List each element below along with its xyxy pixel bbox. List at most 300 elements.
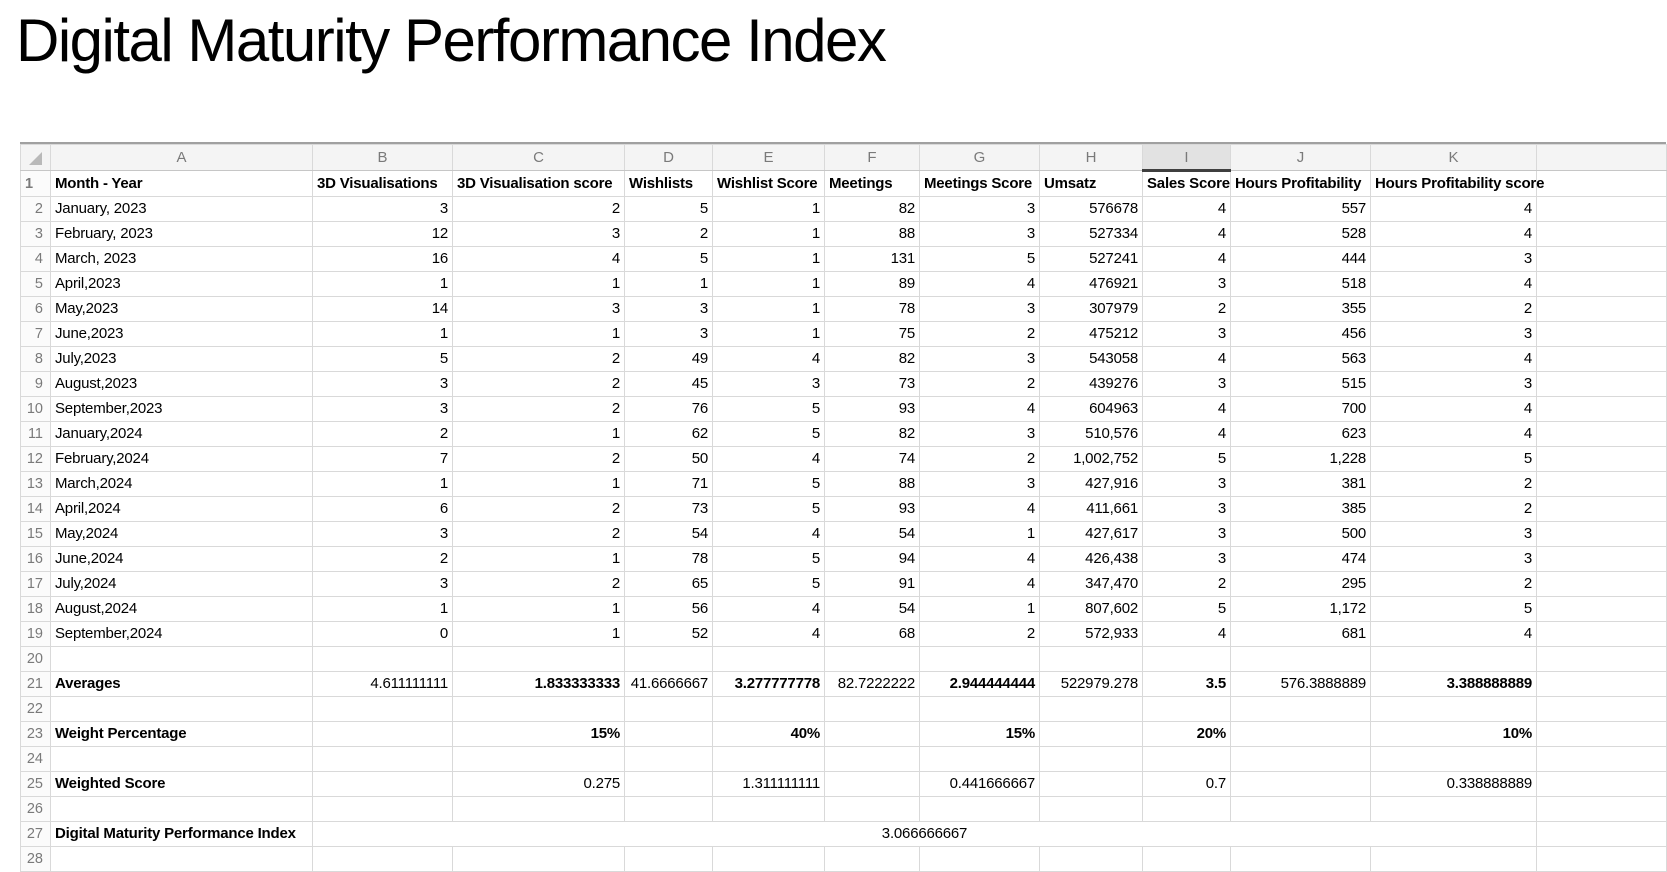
cell-K6[interactable]: 2: [1371, 297, 1537, 322]
cell-J8[interactable]: 563: [1231, 347, 1371, 372]
cell-E3[interactable]: 1: [713, 222, 825, 247]
cell-D7[interactable]: 3: [625, 322, 713, 347]
cell-C17[interactable]: 2: [453, 572, 625, 597]
row-header-13[interactable]: 13: [21, 472, 51, 497]
cell-partial-21[interactable]: [1537, 672, 1667, 697]
cell-partial-28[interactable]: [1537, 847, 1667, 872]
column-header-partial[interactable]: [1537, 145, 1667, 171]
cell-I14[interactable]: 3: [1143, 497, 1231, 522]
cell-A5[interactable]: April,2023: [51, 272, 313, 297]
cell-H9[interactable]: 439276: [1040, 372, 1143, 397]
cell-H10[interactable]: 604963: [1040, 397, 1143, 422]
cell-F25[interactable]: [825, 772, 920, 797]
cell-A17[interactable]: July,2024: [51, 572, 313, 597]
row-header-10[interactable]: 10: [21, 397, 51, 422]
cell-C11[interactable]: 1: [453, 422, 625, 447]
cell-B26[interactable]: [313, 797, 453, 822]
cell-F10[interactable]: 93: [825, 397, 920, 422]
cell-C19[interactable]: 1: [453, 622, 625, 647]
cell-D3[interactable]: 2: [625, 222, 713, 247]
cell-D6[interactable]: 3: [625, 297, 713, 322]
cell-D11[interactable]: 62: [625, 422, 713, 447]
row-header-22[interactable]: 22: [21, 697, 51, 722]
cell-F22[interactable]: [825, 697, 920, 722]
cell-I25[interactable]: 0.7: [1143, 772, 1231, 797]
cell-G7[interactable]: 2: [920, 322, 1040, 347]
cell-H11[interactable]: 510,576: [1040, 422, 1143, 447]
cell-partial-16[interactable]: [1537, 547, 1667, 572]
row-header-21[interactable]: 21: [21, 672, 51, 697]
cell-B12[interactable]: 7: [313, 447, 453, 472]
cell-D2[interactable]: 5: [625, 197, 713, 222]
column-header-D[interactable]: D: [625, 145, 713, 171]
cell-C10[interactable]: 2: [453, 397, 625, 422]
cell-J1[interactable]: Hours Profitability: [1231, 171, 1371, 197]
cell-H17[interactable]: 347,470: [1040, 572, 1143, 597]
cell-E19[interactable]: 4: [713, 622, 825, 647]
cell-I8[interactable]: 4: [1143, 347, 1231, 372]
cell-I24[interactable]: [1143, 747, 1231, 772]
cell-A22[interactable]: [51, 697, 313, 722]
cell-F16[interactable]: 94: [825, 547, 920, 572]
cell-A8[interactable]: July,2023: [51, 347, 313, 372]
row-header-1[interactable]: 1: [21, 171, 51, 197]
cell-J5[interactable]: 518: [1231, 272, 1371, 297]
cell-B20[interactable]: [313, 647, 453, 672]
cell-C12[interactable]: 2: [453, 447, 625, 472]
row-header-24[interactable]: 24: [21, 747, 51, 772]
cell-D4[interactable]: 5: [625, 247, 713, 272]
cell-H3[interactable]: 527334: [1040, 222, 1143, 247]
cell-I13[interactable]: 3: [1143, 472, 1231, 497]
cell-partial-19[interactable]: [1537, 622, 1667, 647]
row-header-17[interactable]: 17: [21, 572, 51, 597]
cell-H24[interactable]: [1040, 747, 1143, 772]
cell-E9[interactable]: 3: [713, 372, 825, 397]
cell-partial-9[interactable]: [1537, 372, 1667, 397]
cell-F14[interactable]: 93: [825, 497, 920, 522]
cell-G11[interactable]: 3: [920, 422, 1040, 447]
cell-B14[interactable]: 6: [313, 497, 453, 522]
cell-J13[interactable]: 381: [1231, 472, 1371, 497]
cell-J12[interactable]: 1,228: [1231, 447, 1371, 472]
cell-A26[interactable]: [51, 797, 313, 822]
cell-D8[interactable]: 49: [625, 347, 713, 372]
cell-partial-18[interactable]: [1537, 597, 1667, 622]
cell-E12[interactable]: 4: [713, 447, 825, 472]
cell-D1[interactable]: Wishlists: [625, 171, 713, 197]
cell-K2[interactable]: 4: [1371, 197, 1537, 222]
cell-I4[interactable]: 4: [1143, 247, 1231, 272]
cell-D15[interactable]: 54: [625, 522, 713, 547]
cell-D12[interactable]: 50: [625, 447, 713, 472]
cell-F2[interactable]: 82: [825, 197, 920, 222]
row-header-5[interactable]: 5: [21, 272, 51, 297]
cell-J17[interactable]: 295: [1231, 572, 1371, 597]
cell-C14[interactable]: 2: [453, 497, 625, 522]
cell-F9[interactable]: 73: [825, 372, 920, 397]
cell-B8[interactable]: 5: [313, 347, 453, 372]
cell-C3[interactable]: 3: [453, 222, 625, 247]
cell-F1[interactable]: Meetings: [825, 171, 920, 197]
cell-I3[interactable]: 4: [1143, 222, 1231, 247]
cell-D21[interactable]: 41.6666667: [625, 672, 713, 697]
cell-K21[interactable]: 3.388888889: [1371, 672, 1537, 697]
cell-partial-2[interactable]: [1537, 197, 1667, 222]
column-header-H[interactable]: H: [1040, 145, 1143, 171]
cell-G2[interactable]: 3: [920, 197, 1040, 222]
cell-H20[interactable]: [1040, 647, 1143, 672]
cell-F17[interactable]: 91: [825, 572, 920, 597]
row-header-25[interactable]: 25: [21, 772, 51, 797]
cell-B28[interactable]: [313, 847, 453, 872]
cell-G21[interactable]: 2.944444444: [920, 672, 1040, 697]
cell-partial-13[interactable]: [1537, 472, 1667, 497]
cell-A3[interactable]: February, 2023: [51, 222, 313, 247]
cell-C21[interactable]: 1.833333333: [453, 672, 625, 697]
cell-G4[interactable]: 5: [920, 247, 1040, 272]
cell-A14[interactable]: April,2024: [51, 497, 313, 522]
cell-C26[interactable]: [453, 797, 625, 822]
cell-partial-11[interactable]: [1537, 422, 1667, 447]
row-header-14[interactable]: 14: [21, 497, 51, 522]
cell-H14[interactable]: 411,661: [1040, 497, 1143, 522]
cell-K25[interactable]: 0.338888889: [1371, 772, 1537, 797]
cell-I28[interactable]: [1143, 847, 1231, 872]
cell-H1[interactable]: Umsatz: [1040, 171, 1143, 197]
cell-D10[interactable]: 76: [625, 397, 713, 422]
cell-K11[interactable]: 4: [1371, 422, 1537, 447]
cell-G18[interactable]: 1: [920, 597, 1040, 622]
cell-G20[interactable]: [920, 647, 1040, 672]
cell-dmpi-value[interactable]: 3.066666667: [313, 822, 1537, 847]
cell-K20[interactable]: [1371, 647, 1537, 672]
cell-partial-23[interactable]: [1537, 722, 1667, 747]
cell-J24[interactable]: [1231, 747, 1371, 772]
cell-D25[interactable]: [625, 772, 713, 797]
cell-C9[interactable]: 2: [453, 372, 625, 397]
column-header-F[interactable]: F: [825, 145, 920, 171]
cell-I22[interactable]: [1143, 697, 1231, 722]
cell-F28[interactable]: [825, 847, 920, 872]
cell-I19[interactable]: 4: [1143, 622, 1231, 647]
cell-partial-6[interactable]: [1537, 297, 1667, 322]
cell-G24[interactable]: [920, 747, 1040, 772]
cell-H15[interactable]: 427,617: [1040, 522, 1143, 547]
cell-A10[interactable]: September,2023: [51, 397, 313, 422]
cell-E28[interactable]: [713, 847, 825, 872]
cell-E10[interactable]: 5: [713, 397, 825, 422]
cell-B17[interactable]: 3: [313, 572, 453, 597]
cell-F26[interactable]: [825, 797, 920, 822]
row-header-3[interactable]: 3: [21, 222, 51, 247]
cell-D17[interactable]: 65: [625, 572, 713, 597]
cell-B11[interactable]: 2: [313, 422, 453, 447]
cell-E18[interactable]: 4: [713, 597, 825, 622]
cell-K10[interactable]: 4: [1371, 397, 1537, 422]
cell-I5[interactable]: 3: [1143, 272, 1231, 297]
cell-A23[interactable]: Weight Percentage: [51, 722, 313, 747]
cell-A15[interactable]: May,2024: [51, 522, 313, 547]
cell-C18[interactable]: 1: [453, 597, 625, 622]
cell-partial-5[interactable]: [1537, 272, 1667, 297]
row-header-8[interactable]: 8: [21, 347, 51, 372]
cell-A28[interactable]: [51, 847, 313, 872]
row-header-15[interactable]: 15: [21, 522, 51, 547]
cell-G14[interactable]: 4: [920, 497, 1040, 522]
cell-B24[interactable]: [313, 747, 453, 772]
cell-partial-14[interactable]: [1537, 497, 1667, 522]
cell-J6[interactable]: 355: [1231, 297, 1371, 322]
cell-J16[interactable]: 474: [1231, 547, 1371, 572]
cell-G1[interactable]: Meetings Score: [920, 171, 1040, 197]
cell-C6[interactable]: 3: [453, 297, 625, 322]
cell-C28[interactable]: [453, 847, 625, 872]
cell-K7[interactable]: 3: [1371, 322, 1537, 347]
cell-C13[interactable]: 1: [453, 472, 625, 497]
cell-K5[interactable]: 4: [1371, 272, 1537, 297]
cell-G6[interactable]: 3: [920, 297, 1040, 322]
cell-partial-24[interactable]: [1537, 747, 1667, 772]
cell-J9[interactable]: 515: [1231, 372, 1371, 397]
cell-G15[interactable]: 1: [920, 522, 1040, 547]
cell-E2[interactable]: 1: [713, 197, 825, 222]
cell-partial-25[interactable]: [1537, 772, 1667, 797]
cell-H26[interactable]: [1040, 797, 1143, 822]
row-header-19[interactable]: 19: [21, 622, 51, 647]
cell-I21[interactable]: 3.5: [1143, 672, 1231, 697]
cell-B5[interactable]: 1: [313, 272, 453, 297]
cell-K9[interactable]: 3: [1371, 372, 1537, 397]
cell-J18[interactable]: 1,172: [1231, 597, 1371, 622]
cell-E26[interactable]: [713, 797, 825, 822]
cell-K17[interactable]: 2: [1371, 572, 1537, 597]
cell-I18[interactable]: 5: [1143, 597, 1231, 622]
cell-J23[interactable]: [1231, 722, 1371, 747]
cell-partial-4[interactable]: [1537, 247, 1667, 272]
cell-G13[interactable]: 3: [920, 472, 1040, 497]
cell-H7[interactable]: 475212: [1040, 322, 1143, 347]
cell-J28[interactable]: [1231, 847, 1371, 872]
cell-I20[interactable]: [1143, 647, 1231, 672]
cell-B23[interactable]: [313, 722, 453, 747]
cell-I15[interactable]: 3: [1143, 522, 1231, 547]
cell-partial-1[interactable]: [1537, 171, 1667, 197]
row-header-6[interactable]: 6: [21, 297, 51, 322]
cell-A9[interactable]: August,2023: [51, 372, 313, 397]
cell-F7[interactable]: 75: [825, 322, 920, 347]
cell-J11[interactable]: 623: [1231, 422, 1371, 447]
cell-H18[interactable]: 807,602: [1040, 597, 1143, 622]
row-header-28[interactable]: 28: [21, 847, 51, 872]
cell-F6[interactable]: 78: [825, 297, 920, 322]
cell-I6[interactable]: 2: [1143, 297, 1231, 322]
cell-partial-7[interactable]: [1537, 322, 1667, 347]
cell-A1[interactable]: Month - Year: [51, 171, 313, 197]
cell-E11[interactable]: 5: [713, 422, 825, 447]
cell-partial-22[interactable]: [1537, 697, 1667, 722]
cell-G22[interactable]: [920, 697, 1040, 722]
cell-F8[interactable]: 82: [825, 347, 920, 372]
row-header-11[interactable]: 11: [21, 422, 51, 447]
cell-C16[interactable]: 1: [453, 547, 625, 572]
cell-E16[interactable]: 5: [713, 547, 825, 572]
cell-H28[interactable]: [1040, 847, 1143, 872]
cell-B16[interactable]: 2: [313, 547, 453, 572]
cell-A18[interactable]: August,2024: [51, 597, 313, 622]
cell-B9[interactable]: 3: [313, 372, 453, 397]
cell-partial-20[interactable]: [1537, 647, 1667, 672]
cell-B21[interactable]: 4.611111111: [313, 672, 453, 697]
cell-I7[interactable]: 3: [1143, 322, 1231, 347]
row-header-16[interactable]: 16: [21, 547, 51, 572]
cell-F3[interactable]: 88: [825, 222, 920, 247]
cell-G28[interactable]: [920, 847, 1040, 872]
cell-K12[interactable]: 5: [1371, 447, 1537, 472]
cell-B4[interactable]: 16: [313, 247, 453, 272]
row-header-27[interactable]: 27: [21, 822, 51, 847]
cell-E6[interactable]: 1: [713, 297, 825, 322]
row-header-7[interactable]: 7: [21, 322, 51, 347]
cell-F23[interactable]: [825, 722, 920, 747]
cell-A16[interactable]: June,2024: [51, 547, 313, 572]
cell-D9[interactable]: 45: [625, 372, 713, 397]
cell-D13[interactable]: 71: [625, 472, 713, 497]
cell-C22[interactable]: [453, 697, 625, 722]
cell-K16[interactable]: 3: [1371, 547, 1537, 572]
cell-I23[interactable]: 20%: [1143, 722, 1231, 747]
cell-C7[interactable]: 1: [453, 322, 625, 347]
cell-K15[interactable]: 3: [1371, 522, 1537, 547]
cell-H21[interactable]: 522979.278: [1040, 672, 1143, 697]
row-header-9[interactable]: 9: [21, 372, 51, 397]
cell-F13[interactable]: 88: [825, 472, 920, 497]
cell-K19[interactable]: 4: [1371, 622, 1537, 647]
cell-partial-8[interactable]: [1537, 347, 1667, 372]
cell-H19[interactable]: 572,933: [1040, 622, 1143, 647]
cell-H12[interactable]: 1,002,752: [1040, 447, 1143, 472]
cell-B10[interactable]: 3: [313, 397, 453, 422]
cell-J14[interactable]: 385: [1231, 497, 1371, 522]
cell-D14[interactable]: 73: [625, 497, 713, 522]
cell-B6[interactable]: 14: [313, 297, 453, 322]
cell-I16[interactable]: 3: [1143, 547, 1231, 572]
cell-A7[interactable]: June,2023: [51, 322, 313, 347]
cell-E23[interactable]: 40%: [713, 722, 825, 747]
cell-C20[interactable]: [453, 647, 625, 672]
cell-J21[interactable]: 576.3888889: [1231, 672, 1371, 697]
cell-I1[interactable]: Sales Score: [1143, 171, 1231, 197]
cell-H23[interactable]: [1040, 722, 1143, 747]
cell-I11[interactable]: 4: [1143, 422, 1231, 447]
row-header-12[interactable]: 12: [21, 447, 51, 472]
cell-G12[interactable]: 2: [920, 447, 1040, 472]
cell-G19[interactable]: 2: [920, 622, 1040, 647]
cell-A19[interactable]: September,2024: [51, 622, 313, 647]
cell-F5[interactable]: 89: [825, 272, 920, 297]
cell-I26[interactable]: [1143, 797, 1231, 822]
cell-K13[interactable]: 2: [1371, 472, 1537, 497]
cell-H13[interactable]: 427,916: [1040, 472, 1143, 497]
column-header-B[interactable]: B: [313, 145, 453, 171]
row-header-2[interactable]: 2: [21, 197, 51, 222]
cell-G23[interactable]: 15%: [920, 722, 1040, 747]
cell-E22[interactable]: [713, 697, 825, 722]
cell-B18[interactable]: 1: [313, 597, 453, 622]
cell-G8[interactable]: 3: [920, 347, 1040, 372]
cell-I10[interactable]: 4: [1143, 397, 1231, 422]
cell-H8[interactable]: 543058: [1040, 347, 1143, 372]
cell-K18[interactable]: 5: [1371, 597, 1537, 622]
cell-E5[interactable]: 1: [713, 272, 825, 297]
cell-J22[interactable]: [1231, 697, 1371, 722]
row-header-18[interactable]: 18: [21, 597, 51, 622]
cell-F18[interactable]: 54: [825, 597, 920, 622]
cell-H16[interactable]: 426,438: [1040, 547, 1143, 572]
cell-A12[interactable]: February,2024: [51, 447, 313, 472]
cell-F19[interactable]: 68: [825, 622, 920, 647]
cell-partial-27[interactable]: [1537, 822, 1667, 847]
cell-K4[interactable]: 3: [1371, 247, 1537, 272]
cell-C8[interactable]: 2: [453, 347, 625, 372]
cell-A2[interactable]: January, 2023: [51, 197, 313, 222]
cell-K23[interactable]: 10%: [1371, 722, 1537, 747]
cell-E7[interactable]: 1: [713, 322, 825, 347]
cell-E20[interactable]: [713, 647, 825, 672]
cell-B22[interactable]: [313, 697, 453, 722]
cell-F21[interactable]: 82.7222222: [825, 672, 920, 697]
cell-partial-10[interactable]: [1537, 397, 1667, 422]
cell-E25[interactable]: 1.311111111: [713, 772, 825, 797]
cell-I2[interactable]: 4: [1143, 197, 1231, 222]
cell-E21[interactable]: 3.277777778: [713, 672, 825, 697]
cell-A21[interactable]: Averages: [51, 672, 313, 697]
cell-D28[interactable]: [625, 847, 713, 872]
cell-partial-17[interactable]: [1537, 572, 1667, 597]
select-all-button[interactable]: [21, 145, 51, 171]
cell-E14[interactable]: 5: [713, 497, 825, 522]
column-header-C[interactable]: C: [453, 145, 625, 171]
column-header-K[interactable]: K: [1371, 145, 1537, 171]
cell-C1[interactable]: 3D Visualisation score: [453, 171, 625, 197]
cell-E4[interactable]: 1: [713, 247, 825, 272]
cell-B25[interactable]: [313, 772, 453, 797]
row-header-20[interactable]: 20: [21, 647, 51, 672]
cell-J10[interactable]: 700: [1231, 397, 1371, 422]
cell-B2[interactable]: 3: [313, 197, 453, 222]
cell-partial-12[interactable]: [1537, 447, 1667, 472]
cell-J7[interactable]: 456: [1231, 322, 1371, 347]
cell-partial-3[interactable]: [1537, 222, 1667, 247]
cell-C15[interactable]: 2: [453, 522, 625, 547]
cell-B7[interactable]: 1: [313, 322, 453, 347]
cell-J15[interactable]: 500: [1231, 522, 1371, 547]
cell-C4[interactable]: 4: [453, 247, 625, 272]
cell-D16[interactable]: 78: [625, 547, 713, 572]
cell-E1[interactable]: Wishlist Score: [713, 171, 825, 197]
cell-F12[interactable]: 74: [825, 447, 920, 472]
cell-E15[interactable]: 4: [713, 522, 825, 547]
cell-G25[interactable]: 0.441666667: [920, 772, 1040, 797]
cell-G26[interactable]: [920, 797, 1040, 822]
row-header-4[interactable]: 4: [21, 247, 51, 272]
cell-A11[interactable]: January,2024: [51, 422, 313, 447]
cell-E8[interactable]: 4: [713, 347, 825, 372]
cell-J25[interactable]: [1231, 772, 1371, 797]
column-header-A[interactable]: A: [51, 145, 313, 171]
cell-K1[interactable]: Hours Profitability score: [1371, 171, 1537, 197]
cell-A6[interactable]: May,2023: [51, 297, 313, 322]
